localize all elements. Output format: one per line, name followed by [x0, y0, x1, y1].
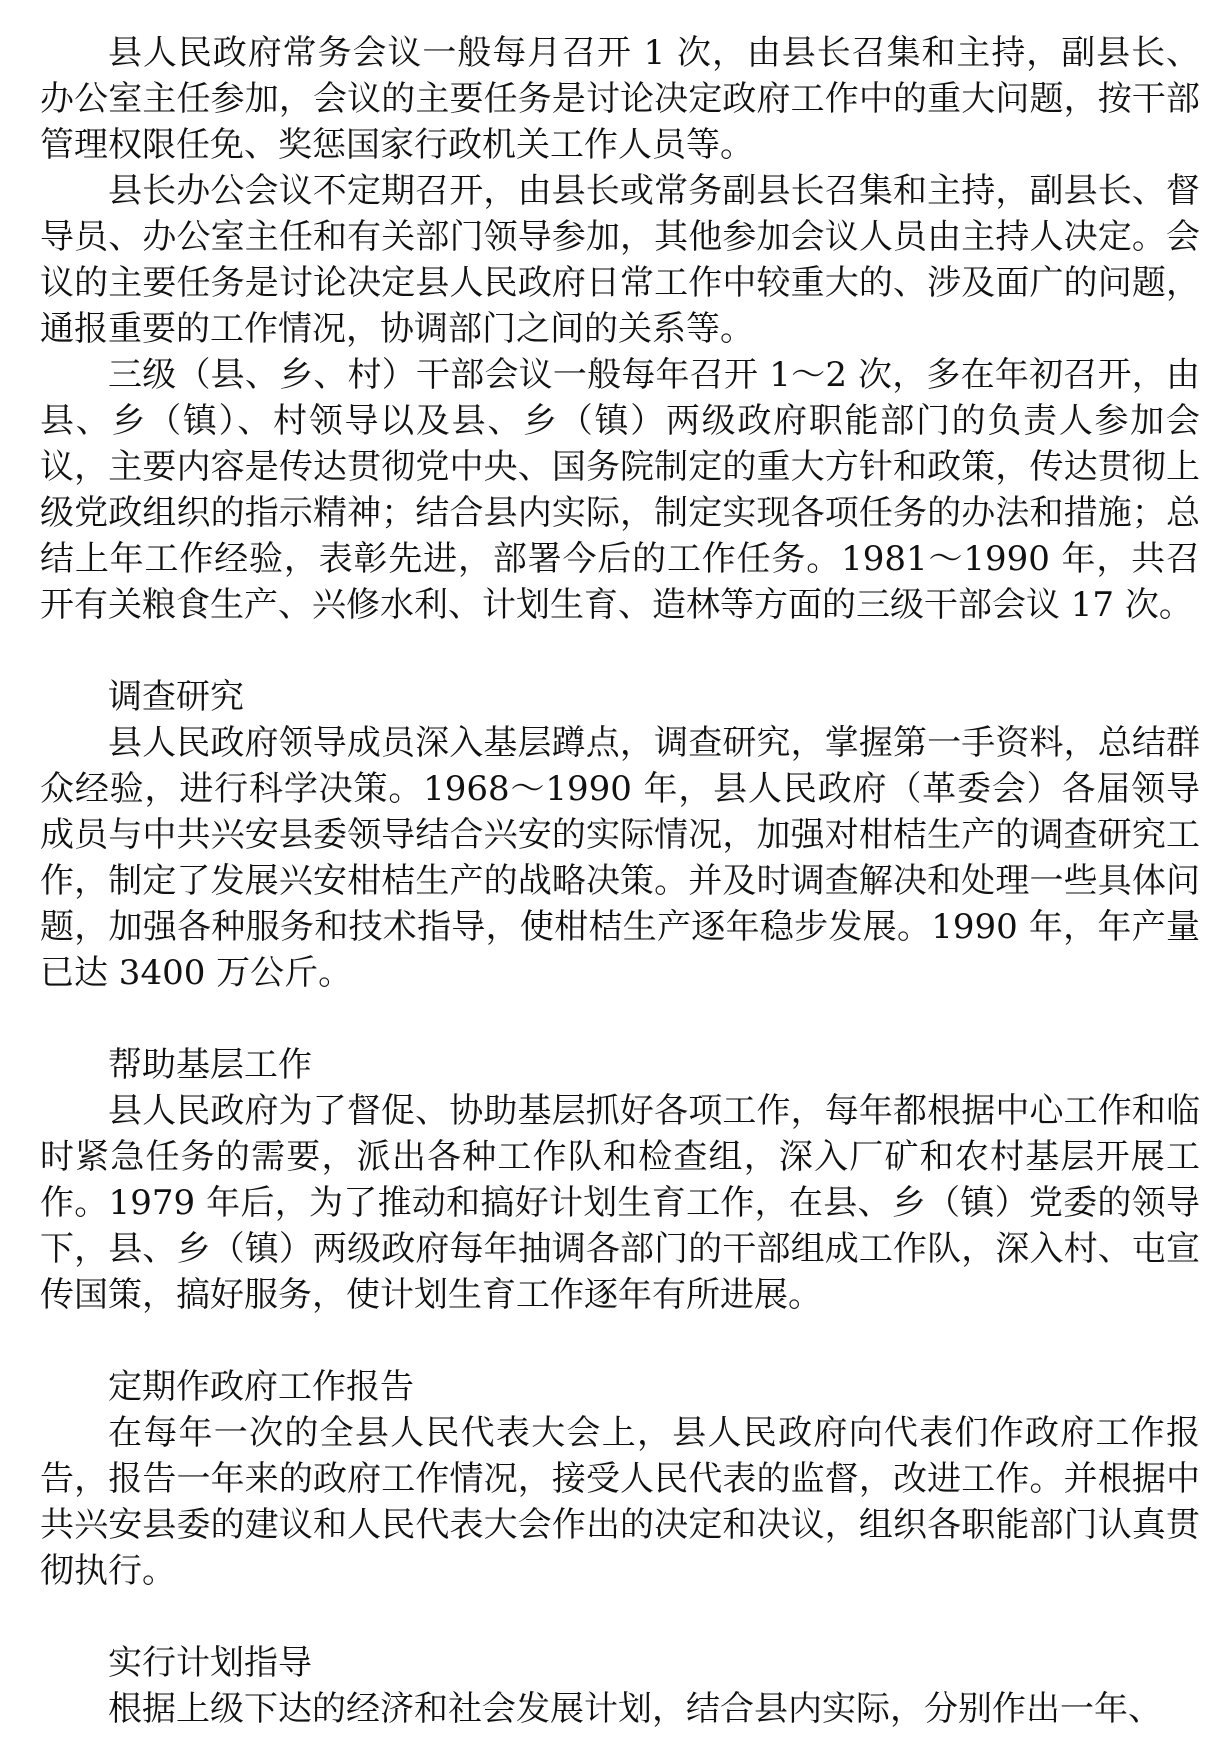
section-heading: 调查研究 [108, 677, 244, 717]
section-heading: 定期作政府工作报告 [108, 1367, 414, 1407]
section-heading: 实行计划指导 [108, 1643, 312, 1683]
body-paragraph: 县长办公会议不定期召开，由县长或常务副县长召集和主持，副县长、督导员、办公室主任和有关部门领导参加，其他参加会议人员由主持人决定。会议的主要任务是讨论决定县人民政府日常工作中较重大的、涉及面广的问题，通报重要的工作情况，协调部门之间的关系等。 [40, 171, 1200, 349]
body-paragraph: 县人民政府领导成员深入基层蹲点，调查研究，掌握第一手资料，总结群众经验，进行科学决策。1968～1990 年，县人民政府（革委会）各届领导成员与中共兴安县委领导结合兴安的实际情况，加强对柑桔生产的调查研究工作，制定了发展兴安柑桔生产的战略决策。并及时调查解决和处理一些具体问题，加强各种服务和技术指导，使柑桔生产逐年稳步发展。1990 年，年产量已达 3400 万公斤。 [40, 723, 1200, 993]
body-paragraph: 根据上级下达的经济和社会发展计划，结合县内实际，分别作出一年、 [108, 1689, 1162, 1729]
section-grassroots [40, 1042, 1200, 1318]
body-paragraph: 在每年一次的全县人民代表大会上，县人民政府向代表们作政府工作报告，报告一年来的政府工作情况，接受人民代表的监督，改进工作。并根据中共兴安县委的建议和人民代表大会作出的决定和决议，组织各职能部门认真贯彻执行。 [40, 1413, 1200, 1591]
section-plan-guidance [40, 1640, 1200, 1732]
body-paragraph: 县人民政府为了督促、协助基层抓好各项工作，每年都根据中心工作和临时紧急任务的需要，派出各种工作队和检查组，深入厂矿和农村基层开展工作。1979 年后，为了推动和搞好计划生育工作，在县、乡（镇）党委的领导下，县、乡（镇）两级政府每年抽调各部门的干部组成工作队，深入村、屯宣传国策，搞好服务，使计划生育工作逐年有所进展。 [40, 1091, 1200, 1315]
document-page [40, 30, 1200, 1732]
body-paragraph: 三级（县、乡、村）干部会议一般每年召开 1～2 次，多在年初召开，由县、乡（镇）、村领导以及县、乡（镇）两级政府职能部门的负责人参加会议，主要内容是传达贯彻党中央、国务院制定的重大方针和政策，传达贯彻上级党政组织的指示精神；结合县内实际，制定实现各项任务的办法和措施；总结上年工作经验，表彰先进，部署今后的工作任务。1981～1990 年，共召开有关粮食生产、兴修水利、计划生育、造林等方面的三级干部会议 17 次。 [40, 355, 1200, 625]
section-investigation [40, 674, 1200, 996]
section-heading: 帮助基层工作 [108, 1045, 312, 1085]
body-paragraph: 县人民政府常务会议一般每月召开 1 次，由县长召集和主持，副县长、办公室主任参加，会议的主要任务是讨论决定政府工作中的重大问题，按干部管理权限任免、奖惩国家行政机关工作人员等。 [40, 33, 1200, 165]
section-work-report [40, 1364, 1200, 1594]
